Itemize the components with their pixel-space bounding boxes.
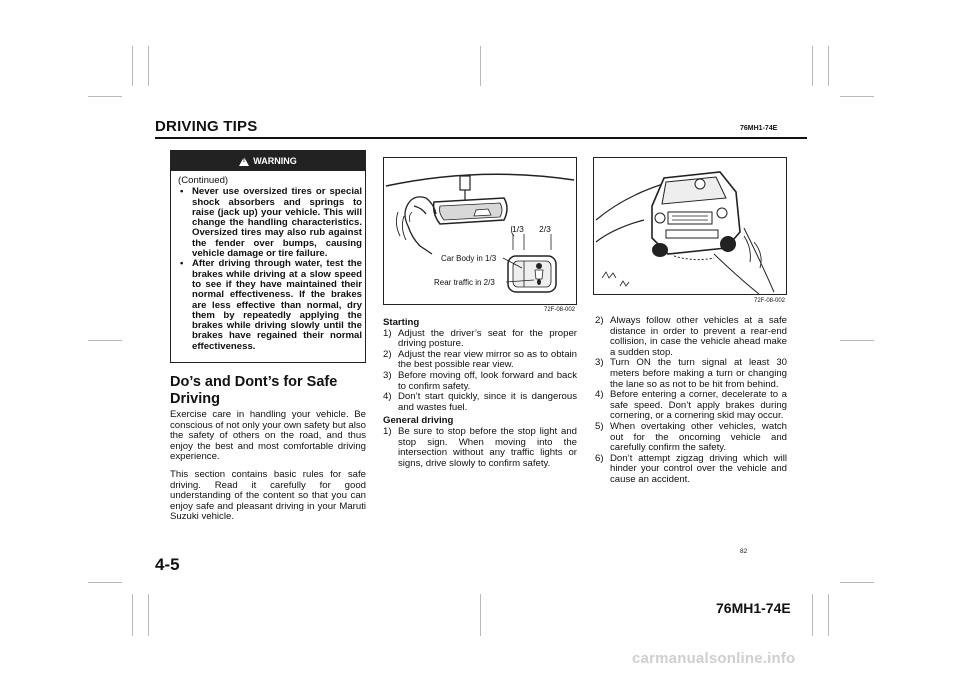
list-item-text: Always follow other vehicles at a safe distance in order to prevent a rear-end collision, in case the vehicle ahead make a sudden stop. [610, 315, 787, 358]
list-item-text: Adjust the rear view mirror so as to obtain the best possible rear view. [398, 348, 577, 371]
crop-mark [812, 46, 813, 86]
warning-continued: (Continued) [178, 175, 229, 186]
crop-mark [132, 46, 133, 86]
warning-item-text: Never use oversized tires or special shock absorbers and springs to raise (jack up) your vehicle. This will change the handling characteristics. Oversized tires may also rub against the fender over bumps, causing vehicle damage or tire failure. [192, 186, 362, 260]
list-item-text: Don’t attempt zigzag driving which will hinder your control over the vehicle and cause an accident. [610, 452, 787, 485]
crop-mark [148, 594, 149, 636]
cornering-illustration [593, 157, 787, 295]
list-item-text: When overtaking other vehicles, watch out for the oncoming vehicle and carefully confirm the safety. [610, 420, 787, 454]
list-item: 1) Adjust the driver’s seat for the proper driving posture. [383, 327, 577, 350]
list-item-text: Adjust the driver’s seat for the proper driving posture. [398, 327, 577, 350]
mirror-illustration [383, 157, 577, 305]
list-item: 4) Don’t start quickly, since it is dangerous and wastes fuel. [383, 391, 577, 413]
list-item-text: Be sure to stop before the stop light and stop sign. When moving into the intersection without any traffic lights or signs, drive slowly to confirm safety. [398, 425, 577, 469]
warning-item-text: After driving through water, test the brakes while driving at a slow speed to see if they have maintained their normal effectiveness. If the brakes are less effective than normal, dry them by repeatedly applying the brakes while driving slowly until the brakes have regained their normal effectiveness. [192, 258, 362, 352]
crop-mark [812, 594, 813, 636]
crop-mark [88, 96, 122, 97]
crop-mark [148, 46, 149, 86]
bullet-icon: • [180, 258, 184, 270]
header-rule [155, 137, 807, 139]
subheading-starting: Starting [383, 317, 420, 328]
bullet-icon: • [180, 186, 184, 198]
crop-mark [480, 46, 481, 86]
page-number: 82 [740, 548, 748, 555]
model-code: 76MH1-74E [716, 600, 791, 616]
subheading-general-driving: General driving [383, 415, 454, 427]
warning-header [171, 151, 365, 171]
crop-mark [840, 96, 874, 97]
crop-mark [840, 582, 874, 583]
list-item-text: Before moving off, look forward and back to confirm safety. [398, 369, 577, 392]
section-heading: Do’s and Dont’s for Safe Driving [170, 374, 338, 407]
crop-mark [828, 46, 829, 86]
list-item-text: Turn ON the turn signal at least 30 meters before making a turn or changing the lane so as not to be hit from behind. [610, 357, 787, 390]
list-item: 3) Before moving off, look forward and back to confirm safety. [383, 369, 577, 392]
figure-code: 72F-08-002 [544, 307, 576, 313]
list-item: 3) Turn ON the turn signal at least 30 meters before making a turn or changing the lane so as not to be hit from behind. [595, 357, 787, 390]
page-reference: 4-5 [155, 555, 180, 574]
warning-triangle-icon [239, 157, 249, 166]
list-item: 5) When overtaking other vehicles, watch out for the oncoming vehicle and carefully confirm the safety. [595, 420, 787, 454]
cornering-vehicle-diagram [594, 158, 786, 294]
car-body-label: Car Body in 1/3 [441, 254, 497, 263]
crop-mark [480, 594, 481, 636]
warning-item [178, 187, 362, 259]
warning-body [178, 176, 362, 352]
list-item-text: Don’t start quickly, since it is dangerous and wastes fuel. [398, 391, 577, 413]
warning-item [178, 259, 362, 352]
middle-column [383, 318, 577, 469]
list-item-text: Before entering a corner, decelerate to a safe speed. Don’t apply brakes during cornering, or a cornering skid may occur. [610, 389, 787, 422]
crop-mark [88, 340, 122, 341]
crop-mark [840, 340, 874, 341]
list-item: 2) Adjust the rear view mirror so as to obtain the best possible rear view. [383, 348, 577, 371]
right-column [595, 316, 787, 486]
warning-box [170, 150, 366, 363]
ratio-label-right: 2/3 [539, 224, 551, 234]
body-paragraph: Exercise care in handling your vehicle. Be conscious of not only your own safety but also the safety of others on the road, and thus enjoy the best and most comfortable driving experience. [170, 409, 366, 463]
list-item: 6) Don’t attempt zigzag driving which will hinder your control over the vehicle and cause an accident. [595, 452, 787, 485]
list-item: 1) Be sure to stop before the stop light and stop sign. When moving into the intersection without any traffic lights or signs, drive slowly to confirm safety. [383, 425, 577, 469]
watermark: carmanualsonline.info [632, 650, 796, 667]
figure-code: 72F-08-002 [754, 298, 786, 304]
warning-title: WARNING [253, 156, 297, 166]
list-item: 4) Before entering a corner, decelerate to a safe speed. Don’t apply brakes during cornering, or a cornering skid may occur. [595, 389, 787, 422]
crop-mark [88, 582, 122, 583]
body-paragraph: This section contains basic rules for safe driving. Read it carefully for good understanding of the content so that you can enjoy safe and pleasant driving in your Maruti Suzuki vehicle. [170, 469, 366, 523]
crop-mark [828, 594, 829, 636]
crop-mark [132, 594, 133, 636]
rear-traffic-label: Rear traffic in 2/3 [434, 278, 495, 287]
list-item: 2) Always follow other vehicles at a safe distance in order to prevent a rear-end collision, in case the vehicle ahead make a sudden stop. [595, 315, 787, 358]
document-code: 76MH1-74E [740, 125, 778, 132]
ratio-label-left: 1/3 [512, 224, 524, 234]
page-title: DRIVING TIPS [155, 118, 258, 135]
